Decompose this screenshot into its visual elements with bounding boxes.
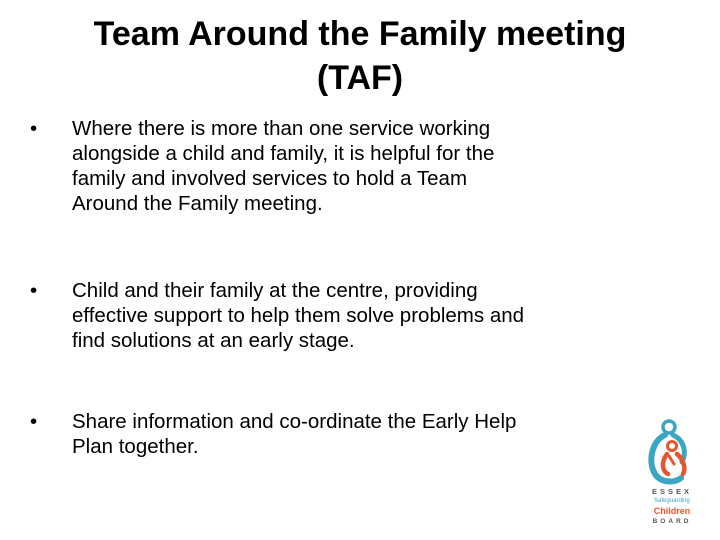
bullet-line: family and involved services to hold a Team (72, 167, 468, 190)
family-figure-icon (640, 418, 704, 488)
bullet-text (72, 116, 630, 216)
logo-safeguarding-text: Safeguarding (654, 498, 690, 504)
logo-essex-text: ESSEX (651, 487, 692, 496)
bullet-line: find solutions at an early stage. (72, 329, 355, 352)
logo-board-text: BOARD (652, 518, 692, 525)
slide-title-line-2: (TAF) (316, 59, 404, 97)
bullet-item (30, 116, 630, 216)
essex-safeguarding-logo (640, 418, 704, 528)
logo-children-text: Children (653, 506, 691, 516)
bullet-item (30, 409, 630, 459)
bullet-line: Plan together. (72, 435, 199, 458)
bullet-marker: • (30, 279, 38, 302)
bullet-line: Child and their family at the centre, providing (72, 279, 478, 302)
bullet-text (72, 409, 630, 459)
bullet-line: Share information and co-ordinate the Early Help (72, 410, 517, 433)
bullet-text (72, 278, 630, 353)
bullet-marker: • (30, 117, 38, 140)
bullet-line: Around the Family meeting. (72, 192, 323, 215)
bullet-line: effective support to help them solve problems and (72, 304, 525, 327)
bullet-item (30, 278, 630, 353)
slide-title-line-1: Team Around the Family meeting (93, 15, 627, 53)
bullet-line: Where there is more than one service working (72, 117, 491, 140)
bullet-marker: • (30, 410, 38, 433)
bullet-line: alongside a child and family, it is helpful for the (72, 142, 495, 165)
